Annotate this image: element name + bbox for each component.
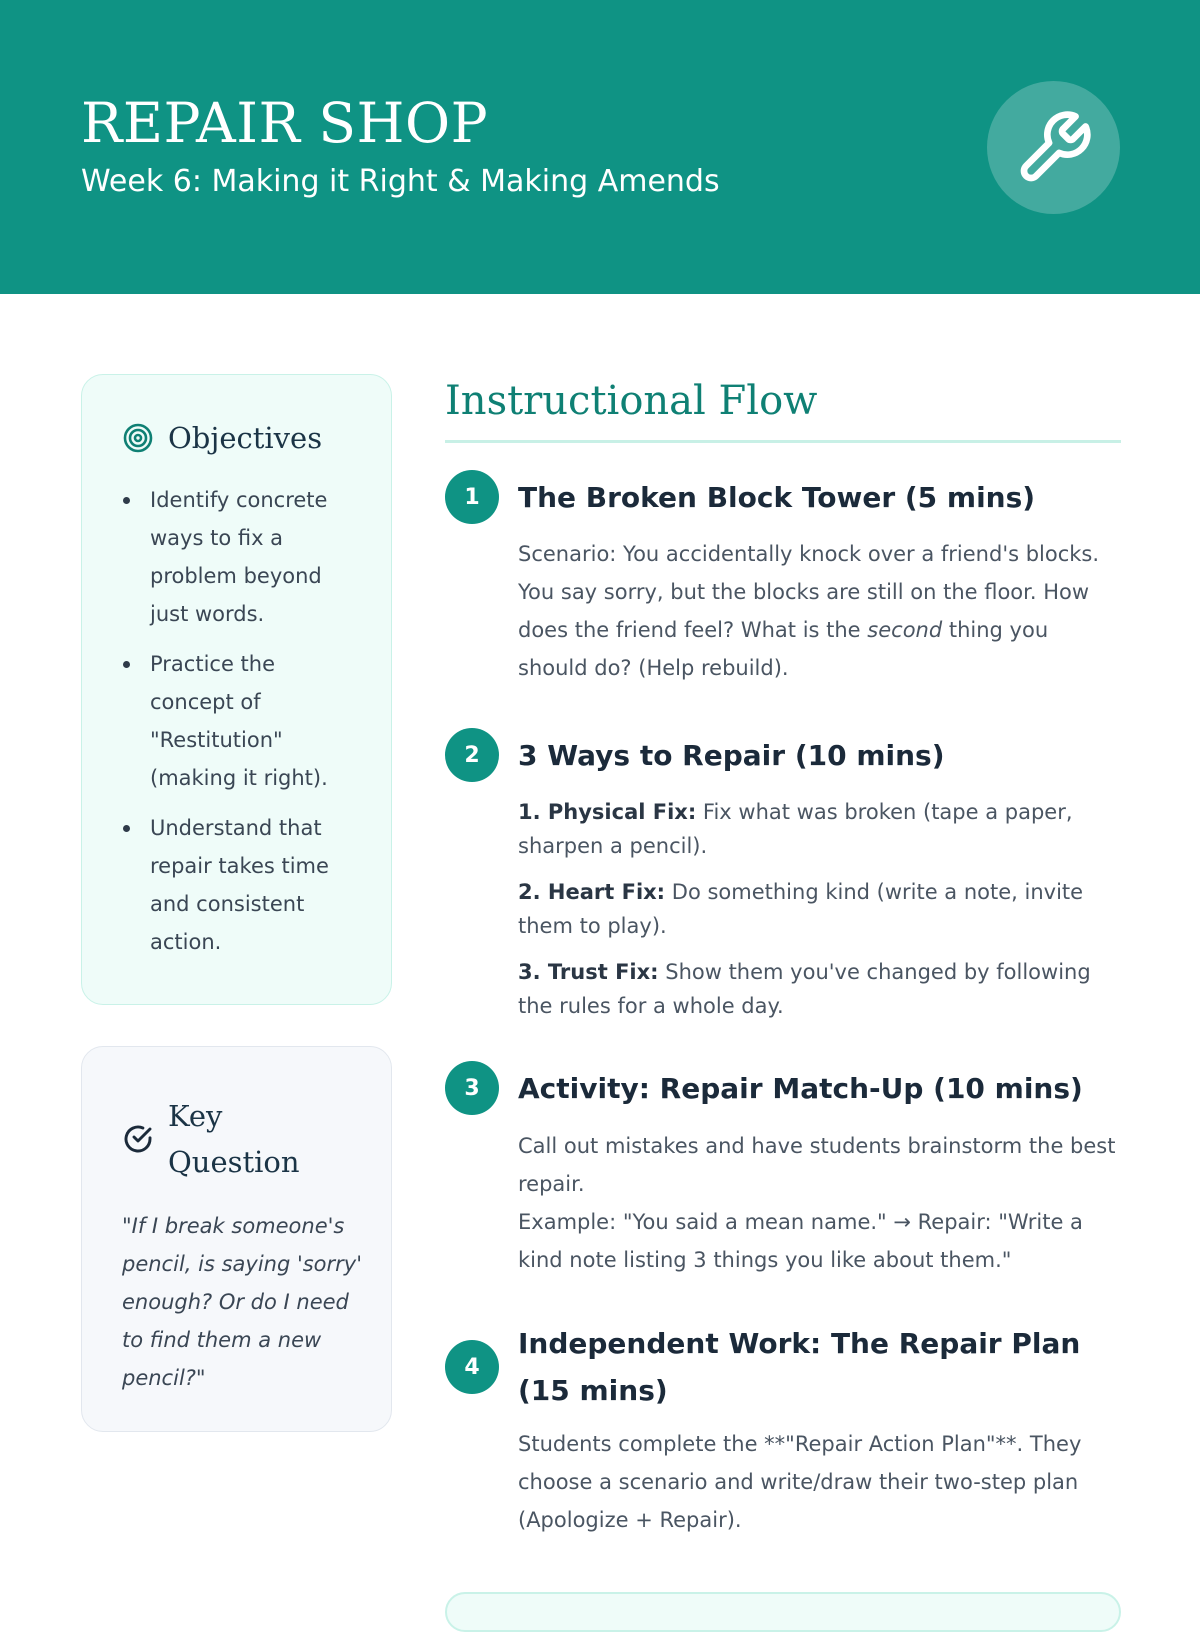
objective-text: Identify concrete ways to fix a problem beyond just words. <box>150 488 328 626</box>
step-body-emphasis: second <box>867 618 943 642</box>
key-question-title-line1: Key <box>168 1099 223 1133</box>
list-item <box>122 645 362 797</box>
objectives-header <box>122 415 322 461</box>
bullet <box>123 661 130 668</box>
page-header <box>0 0 1200 294</box>
fix-text: Show them you've changed by following the rules for a whole day. <box>518 960 1091 1018</box>
objectives-list <box>122 481 362 973</box>
key-question-header <box>122 1093 300 1185</box>
step-body: Students complete the **"Repair Action Plan"**. They choose a scenario and write/draw their two-step plan (Apologize + Repair). <box>518 1432 1082 1532</box>
fix-item <box>518 875 1121 943</box>
list-item <box>122 481 362 633</box>
key-question-title-line2: Question <box>168 1145 300 1179</box>
fix-label: 1. Physical Fix: <box>518 800 697 824</box>
page-subtitle: Week 6: Making it Right & Making Amends <box>81 164 720 199</box>
page-title: REPAIR SHOP <box>81 91 489 155</box>
step-title: Independent Work: The Repair Plan (15 mins) <box>518 1327 1081 1407</box>
objectives-card <box>81 374 392 1005</box>
next-section-box <box>445 1592 1121 1632</box>
key-question-title <box>168 1093 300 1185</box>
check-circle-icon <box>122 1123 154 1155</box>
objective-text: Practice the concept of "Restitution" (making it right). <box>150 652 328 790</box>
fix-item <box>518 795 1121 863</box>
fix-text: Fix what was broken (tape a paper, sharpen a pencil). <box>518 800 1073 858</box>
flow-title: Instructional Flow <box>445 378 818 424</box>
fix-item <box>518 955 1121 1023</box>
step-body-text: Scenario: You accidentally knock over a friend's blocks. You say sorry, but the blocks are still on the floor. How does the friend feel? What is the <box>518 542 1100 642</box>
step-number: 4 <box>445 1340 499 1394</box>
target-icon <box>122 422 154 454</box>
step-title: Activity: Repair Match-Up (10 mins) <box>518 1072 1083 1105</box>
step-number: 1 <box>445 470 499 524</box>
step-body-text: Example: "You said a mean name." → Repair: "Write a kind note listing 3 things you like about them." <box>518 1210 1083 1272</box>
step-number: 2 <box>445 728 499 782</box>
wrench-icon <box>1014 108 1094 188</box>
step-title: The Broken Block Tower (5 mins) <box>518 481 1036 514</box>
fix-text: Do something kind (write a note, invite them to play). <box>518 880 1084 938</box>
key-question-quote: "If I break someone's pencil, is saying 'sorry' enough? Or do I need to find them a new pencil?" <box>122 1214 362 1390</box>
step-title: 3 Ways to Repair (10 mins) <box>518 739 945 772</box>
step-body-text: Call out mistakes and have students brainstorm the best repair. <box>518 1134 1116 1196</box>
step-body <box>518 535 1121 687</box>
step-body <box>518 795 1121 1035</box>
bullet <box>123 497 130 504</box>
step-number: 3 <box>445 1061 499 1115</box>
objective-text: Understand that repair takes time and consistent action. <box>150 816 329 954</box>
list-item <box>122 809 362 961</box>
header-badge <box>987 81 1120 214</box>
fix-label: 2. Heart Fix: <box>518 880 666 904</box>
key-question-card <box>81 1046 392 1432</box>
bullet <box>123 825 130 832</box>
step-body <box>518 1127 1121 1279</box>
objectives-title: Objectives <box>168 421 323 455</box>
flow-divider <box>445 440 1121 443</box>
fix-label: 3. Trust Fix: <box>518 960 659 984</box>
step-body-text: thing you should do? (Help rebuild). <box>518 618 1049 680</box>
